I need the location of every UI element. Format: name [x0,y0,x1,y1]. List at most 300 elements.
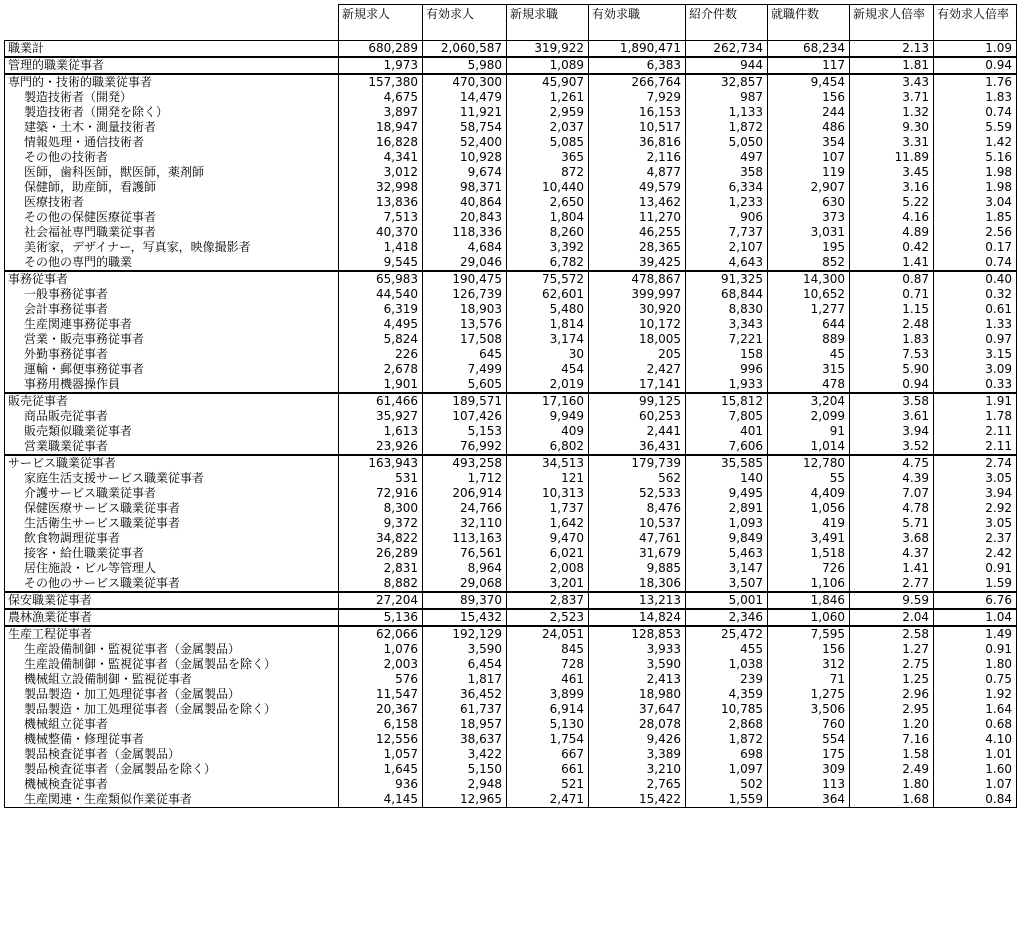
table-row [5,455,1017,471]
value-cell: 1,233 [686,195,768,210]
value-cell: 75,572 [507,271,589,287]
value-cell: 5.71 [850,516,934,531]
occupation-name-cell: 事務用機器操作員 [5,377,339,393]
value-cell: 2,523 [507,609,589,626]
table-row [5,195,1017,210]
occupation-name-cell: 農林漁業従事者 [5,609,339,626]
value-cell: 46,255 [589,225,686,240]
value-cell: 2,346 [686,609,768,626]
value-cell: 32,998 [339,180,423,195]
value-cell: 32,110 [423,516,507,531]
value-cell: 3,392 [507,240,589,255]
value-cell: 4.89 [850,225,934,240]
table-row [5,225,1017,240]
occupation-name-cell: 保安職業従事者 [5,592,339,609]
value-cell: 4,145 [339,792,423,808]
value-cell: 18,306 [589,576,686,592]
value-cell: 91 [768,424,850,439]
value-cell: 3.43 [850,74,934,90]
value-cell: 2.74 [934,455,1017,471]
value-cell: 52,533 [589,486,686,501]
value-cell: 936 [339,777,423,792]
occupation-name-cell: 機械検査従事者 [5,777,339,792]
occupation-name-cell: 会計事務従事者 [5,302,339,317]
table-row [5,657,1017,672]
value-cell: 158 [686,347,768,362]
value-cell: 8,476 [589,501,686,516]
value-cell: 2.58 [850,626,934,642]
table-row [5,747,1017,762]
value-cell: 3.71 [850,90,934,105]
value-cell: 1,057 [339,747,423,762]
value-cell: 18,005 [589,332,686,347]
value-cell: 2,116 [589,150,686,165]
value-cell: 2,868 [686,717,768,732]
value-cell: 1.01 [934,747,1017,762]
value-cell: 98,371 [423,180,507,195]
value-cell: 4.16 [850,210,934,225]
occupation-name-cell: 保健医療サービス職業従事者 [5,501,339,516]
table-row [5,777,1017,792]
table-row [5,762,1017,777]
value-cell: 36,816 [589,135,686,150]
value-cell: 1,817 [423,672,507,687]
value-cell: 68,844 [686,287,768,302]
value-cell: 10,313 [507,486,589,501]
value-cell: 3,422 [423,747,507,762]
value-cell: 4,684 [423,240,507,255]
value-cell: 1,872 [686,732,768,747]
occupation-name-cell: 商品販売従事者 [5,409,339,424]
table-row [5,362,1017,377]
value-cell: 315 [768,362,850,377]
value-cell: 10,172 [589,317,686,332]
column-header: 新規求職 [507,5,589,41]
value-cell: 107,426 [423,409,507,424]
value-cell: 13,576 [423,317,507,332]
value-cell: 91,325 [686,271,768,287]
table-row [5,546,1017,561]
value-cell: 26,289 [339,546,423,561]
value-cell: 3.58 [850,393,934,409]
value-cell: 2,765 [589,777,686,792]
value-cell: 1.41 [850,561,934,576]
value-cell: 3,174 [507,332,589,347]
value-cell: 32,857 [686,74,768,90]
value-cell: 5,980 [423,57,507,74]
value-cell: 2,037 [507,120,589,135]
value-cell: 16,153 [589,105,686,120]
occupation-name-cell: サービス職業従事者 [5,455,339,471]
occupation-name-cell: 製品製造・加工処理従事者（金属製品を除く） [5,702,339,717]
value-cell: 312 [768,657,850,672]
value-cell: 2.42 [934,546,1017,561]
value-cell: 2,837 [507,592,589,609]
value-cell: 40,370 [339,225,423,240]
occupation-name-cell: 専門的・技術的職業従事者 [5,74,339,90]
value-cell: 531 [339,471,423,486]
value-cell: 478 [768,377,850,393]
table-row [5,609,1017,626]
value-cell: 644 [768,317,850,332]
value-cell: 6,782 [507,255,589,271]
value-cell: 45,907 [507,74,589,90]
table-row [5,531,1017,546]
value-cell: 3,506 [768,702,850,717]
value-cell: 1.81 [850,57,934,74]
value-cell: 11,921 [423,105,507,120]
value-cell: 1,872 [686,120,768,135]
value-cell: 9,495 [686,486,768,501]
value-cell: 2.75 [850,657,934,672]
value-cell: 5,605 [423,377,507,393]
table-row [5,576,1017,592]
value-cell: 1.15 [850,302,934,317]
table-row [5,501,1017,516]
value-cell: 157,380 [339,74,423,90]
value-cell: 1,060 [768,609,850,626]
occupation-name-cell: 美術家，デザイナー，写真家，映像撮影者 [5,240,339,255]
occupation-name-cell: 販売従事者 [5,393,339,409]
value-cell: 6,158 [339,717,423,732]
value-cell: 206,914 [423,486,507,501]
value-cell: 7,499 [423,362,507,377]
table-row [5,409,1017,424]
value-cell: 0.97 [934,332,1017,347]
value-cell: 2.92 [934,501,1017,516]
value-cell: 1,559 [686,792,768,808]
value-cell: 29,068 [423,576,507,592]
value-cell: 52,400 [423,135,507,150]
table-row [5,377,1017,393]
value-cell: 9,454 [768,74,850,90]
value-cell: 9,470 [507,531,589,546]
value-cell: 3,210 [589,762,686,777]
occupation-name-cell: 管理的職業従事者 [5,57,339,74]
table-row [5,240,1017,255]
value-cell: 175 [768,747,850,762]
value-cell: 576 [339,672,423,687]
value-cell: 24,766 [423,501,507,516]
value-cell: 1.85 [934,210,1017,225]
occupation-name-cell: 飲食物調理従事者 [5,531,339,546]
value-cell: 3.94 [934,486,1017,501]
value-cell: 1,056 [768,501,850,516]
value-cell: 4.10 [934,732,1017,747]
value-cell: 68,234 [768,41,850,58]
value-cell: 14,300 [768,271,850,287]
value-cell: 0.17 [934,240,1017,255]
value-cell: 61,737 [423,702,507,717]
occupation-name-cell: 接客・給仕職業従事者 [5,546,339,561]
value-cell: 25,472 [686,626,768,642]
value-cell: 8,882 [339,576,423,592]
value-cell: 0.74 [934,255,1017,271]
occupation-name-cell: 営業職業従事者 [5,439,339,455]
value-cell: 0.40 [934,271,1017,287]
value-cell: 4.78 [850,501,934,516]
occupation-name-cell: 製品検査従事者（金属製品） [5,747,339,762]
value-cell: 239 [686,672,768,687]
header-blank-cell [5,5,339,41]
value-cell: 28,078 [589,717,686,732]
value-cell: 6,021 [507,546,589,561]
value-cell: 1,846 [768,592,850,609]
value-cell: 2.04 [850,609,934,626]
value-cell: 20,367 [339,702,423,717]
value-cell: 3,201 [507,576,589,592]
value-cell: 6,454 [423,657,507,672]
occupation-name-cell: 生産工程従事者 [5,626,339,642]
value-cell: 3,491 [768,531,850,546]
value-cell: 1.76 [934,74,1017,90]
value-cell: 493,258 [423,455,507,471]
value-cell: 9,426 [589,732,686,747]
value-cell: 364 [768,792,850,808]
value-cell: 1,261 [507,90,589,105]
occupation-name-cell: 情報処理・通信技術者 [5,135,339,150]
table-row [5,516,1017,531]
value-cell: 76,561 [423,546,507,561]
occupation-name-cell: 生産関連・生産類似作業従事者 [5,792,339,808]
value-cell: 189,571 [423,393,507,409]
table-row [5,486,1017,501]
value-cell: 0.61 [934,302,1017,317]
value-cell: 1.83 [850,332,934,347]
value-cell: 1.98 [934,180,1017,195]
table-row [5,626,1017,642]
value-cell: 38,637 [423,732,507,747]
table-row [5,592,1017,609]
table-body [5,41,1017,808]
occupation-name-cell: その他のサービス職業従事者 [5,576,339,592]
value-cell: 6,914 [507,702,589,717]
value-cell: 7.16 [850,732,934,747]
value-cell: 60,253 [589,409,686,424]
value-cell: 1.60 [934,762,1017,777]
value-cell: 4,359 [686,687,768,702]
value-cell: 10,928 [423,150,507,165]
value-cell: 2.49 [850,762,934,777]
value-cell: 15,422 [589,792,686,808]
table-row [5,210,1017,225]
value-cell: 13,213 [589,592,686,609]
value-cell: 62,601 [507,287,589,302]
value-cell: 5,150 [423,762,507,777]
value-cell: 1,890,471 [589,41,686,58]
value-cell: 3.52 [850,439,934,455]
value-cell: 872 [507,165,589,180]
value-cell: 1,933 [686,377,768,393]
value-cell: 2.96 [850,687,934,702]
table-row [5,702,1017,717]
value-cell: 65,983 [339,271,423,287]
occupation-name-cell: 生活衛生サービス職業従事者 [5,516,339,531]
table-row [5,135,1017,150]
value-cell: 2,907 [768,180,850,195]
table-row [5,271,1017,287]
value-cell: 34,822 [339,531,423,546]
value-cell: 2.11 [934,424,1017,439]
value-cell: 1.58 [850,747,934,762]
value-cell: 1.59 [934,576,1017,592]
value-cell: 18,947 [339,120,423,135]
value-cell: 205 [589,347,686,362]
value-cell: 3,147 [686,561,768,576]
value-cell: 486 [768,120,850,135]
value-cell: 9,372 [339,516,423,531]
value-cell: 3,899 [507,687,589,702]
table-row [5,561,1017,576]
value-cell: 12,556 [339,732,423,747]
value-cell: 5,480 [507,302,589,317]
table-row [5,347,1017,362]
value-cell: 0.74 [934,105,1017,120]
value-cell: 30,920 [589,302,686,317]
value-cell: 9.30 [850,120,934,135]
value-cell: 37,647 [589,702,686,717]
value-cell: 5,130 [507,717,589,732]
value-cell: 2.48 [850,317,934,332]
value-cell: 18,903 [423,302,507,317]
value-cell: 0.94 [934,57,1017,74]
value-cell: 10,537 [589,516,686,531]
value-cell: 2,948 [423,777,507,792]
value-cell: 156 [768,90,850,105]
job-statistics-table [4,4,1017,808]
value-cell: 3.09 [934,362,1017,377]
value-cell: 845 [507,642,589,657]
value-cell: 1,901 [339,377,423,393]
value-cell: 1.78 [934,409,1017,424]
value-cell: 23,926 [339,439,423,455]
value-cell: 6.76 [934,592,1017,609]
value-cell: 4,409 [768,486,850,501]
table-row [5,424,1017,439]
table-row [5,90,1017,105]
table-row [5,105,1017,120]
value-cell: 6,334 [686,180,768,195]
table-row [5,150,1017,165]
value-cell: 12,780 [768,455,850,471]
table-row [5,732,1017,747]
occupation-name-cell: 生産設備制御・監視従事者（金属製品） [5,642,339,657]
value-cell: 7,513 [339,210,423,225]
value-cell: 3.68 [850,531,934,546]
value-cell: 0.75 [934,672,1017,687]
value-cell: 1.27 [850,642,934,657]
value-cell: 0.91 [934,561,1017,576]
value-cell: 2,891 [686,501,768,516]
occupation-name-cell: 製造技術者（開発を除く） [5,105,339,120]
value-cell: 35,927 [339,409,423,424]
table-row [5,642,1017,657]
occupation-name-cell: 一般事務従事者 [5,287,339,302]
value-cell: 478,867 [589,271,686,287]
value-cell: 5,050 [686,135,768,150]
value-cell: 1,712 [423,471,507,486]
value-cell: 354 [768,135,850,150]
value-cell: 698 [686,747,768,762]
value-cell: 71 [768,672,850,687]
occupation-name-cell: 製品検査従事者（金属製品を除く） [5,762,339,777]
value-cell: 9,849 [686,531,768,546]
occupation-name-cell: 介護サービス職業従事者 [5,486,339,501]
value-cell: 7,805 [686,409,768,424]
value-cell: 34,513 [507,455,589,471]
value-cell: 266,764 [589,74,686,90]
value-cell: 454 [507,362,589,377]
value-cell: 9,545 [339,255,423,271]
occupation-name-cell: 建築・土木・測量技術者 [5,120,339,135]
value-cell: 3.05 [934,516,1017,531]
table-row [5,687,1017,702]
table-row [5,393,1017,409]
table-row [5,120,1017,135]
value-cell: 1,754 [507,732,589,747]
value-cell: 113,163 [423,531,507,546]
value-cell: 4,495 [339,317,423,332]
value-cell: 3,590 [589,657,686,672]
value-cell: 11,547 [339,687,423,702]
value-cell: 76,992 [423,439,507,455]
value-cell: 5,136 [339,609,423,626]
value-cell: 2,831 [339,561,423,576]
value-cell: 7,595 [768,626,850,642]
value-cell: 3.45 [850,165,934,180]
value-cell: 319,922 [507,41,589,58]
value-cell: 226 [339,347,423,362]
value-cell: 1.25 [850,672,934,687]
value-cell: 3,389 [589,747,686,762]
table-row [5,792,1017,808]
value-cell: 61,466 [339,393,423,409]
column-header: 有効求人 [423,5,507,41]
value-cell: 118,336 [423,225,507,240]
occupation-name-cell: 社会福祉専門職業従事者 [5,225,339,240]
value-cell: 3,933 [589,642,686,657]
value-cell: 760 [768,717,850,732]
value-cell: 4.39 [850,471,934,486]
table-row [5,255,1017,271]
table-row [5,287,1017,302]
occupation-name-cell: 居住施設・ビル等管理人 [5,561,339,576]
table-row [5,332,1017,347]
value-cell: 906 [686,210,768,225]
occupation-name-cell: 営業・販売事務従事者 [5,332,339,347]
value-cell: 12,965 [423,792,507,808]
value-cell: 13,836 [339,195,423,210]
value-cell: 1.68 [850,792,934,808]
value-cell: 1,106 [768,576,850,592]
value-cell: 7.07 [850,486,934,501]
value-cell: 3.31 [850,135,934,150]
value-cell: 8,260 [507,225,589,240]
table-row [5,41,1017,58]
value-cell: 10,652 [768,287,850,302]
value-cell: 10,440 [507,180,589,195]
occupation-name-cell: 生産関連事務従事者 [5,317,339,332]
value-cell: 99,125 [589,393,686,409]
value-cell: 4,675 [339,90,423,105]
value-cell: 419 [768,516,850,531]
column-header: 新規求人 [339,5,423,41]
value-cell: 4.75 [850,455,934,471]
table-row [5,165,1017,180]
value-cell: 502 [686,777,768,792]
value-cell: 1,613 [339,424,423,439]
value-cell: 5,085 [507,135,589,150]
